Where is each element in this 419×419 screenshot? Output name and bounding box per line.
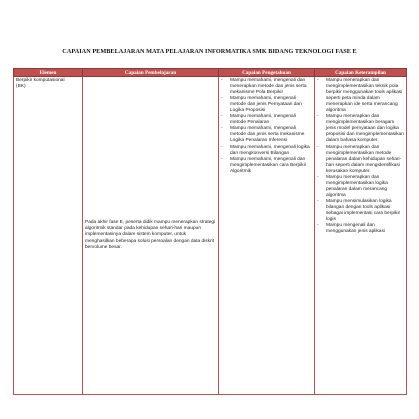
list-item: - Mampu mensimulasikan logika bilangan dengan tools aplikasi sebagai implementasi cara berpikir logis <box>317 199 404 223</box>
header-capaian-pembelajaran: Capaian Pembelajaran <box>83 69 219 77</box>
list-item: - Mampu memahami, mengenali metode Penalaran <box>221 114 312 126</box>
header-elemen: Elemen <box>14 69 83 77</box>
pengetahuan-cell <box>219 77 315 395</box>
elemen-code: (BK) <box>16 84 26 90</box>
elemen-cell <box>14 77 83 395</box>
list-item: - Mampu menerapkan dan mengimplementasikan metode penalaran dalam kehidupan sehari-hari seperti dalam mengidentifikasi kerusakan komputer. <box>317 145 404 175</box>
table-header-row <box>14 69 407 77</box>
list-item: - Mampu memahami, mengenali dan menerapkan metode dan jenis serta mekanisme Pola Berpikir <box>221 78 312 96</box>
list-item: - Mampu memahami, mengenali metode dan jenis Pernyataan dan Logika Proposisi <box>221 96 312 114</box>
header-capaian-pengetahuan: Capaian Pengetahuan <box>219 69 315 77</box>
list-item: - Mampu memahami, mengenali metode dan jenis serta mekanisme Logika Penalaran Inferensi <box>221 126 312 144</box>
table-row <box>14 77 407 395</box>
learning-outcomes-table <box>13 68 407 395</box>
list-item: - Mampu menerapkan dan mengimplementasikan logika penalaran dalam merancang algoritma <box>317 175 404 199</box>
pengetahuan-list <box>221 78 312 175</box>
capaian-pembelajaran-cell: Pada akhir fase E, peserta didik mampu menerapkan strategi algoritmik standar pada kehidupan sehari-hari maupun implementasinya dalam sistem komputer, untuk menghasilkan beberapa solusi persoalan dengan data diskrit bervolume besar. <box>83 77 219 395</box>
list-item: - Mampu menerapkan dan mengimplementasikan beragam jenis model pernyataan dan logika proposisi dan mengimplementasikan dalam bahasa komputer. <box>317 114 404 144</box>
list-item: - Mampu mengenali dan menggunakan jenis aplikasi <box>317 223 404 235</box>
elemen-name: Berpikir komputasional <box>16 78 65 83</box>
document-title: CAPAIAN PEMBELAJARAN MATA PELAJARAN INFORMATIKA SMK BIDANG TEKNOLOGI FASE E <box>62 48 357 55</box>
header-capaian-keterampilan: Capaian Keterampilan <box>315 69 407 77</box>
keterampilan-cell <box>315 77 407 395</box>
list-item: - Mampu menerapkan dan mengimplementasikan teknik pola berpikir menggunakan tools aplikasi seperti peta minda dalam menerapkan ide serta merancang algoritma <box>317 78 404 114</box>
list-item: - Mampu memahami, mengenali logika dan mengkonversi Bilangan <box>221 145 312 157</box>
keterampilan-list <box>317 78 404 235</box>
list-item: - Mampu memahami, mengenali dan mengimplementasikan cara Berpikir Algoritmik <box>221 157 312 175</box>
